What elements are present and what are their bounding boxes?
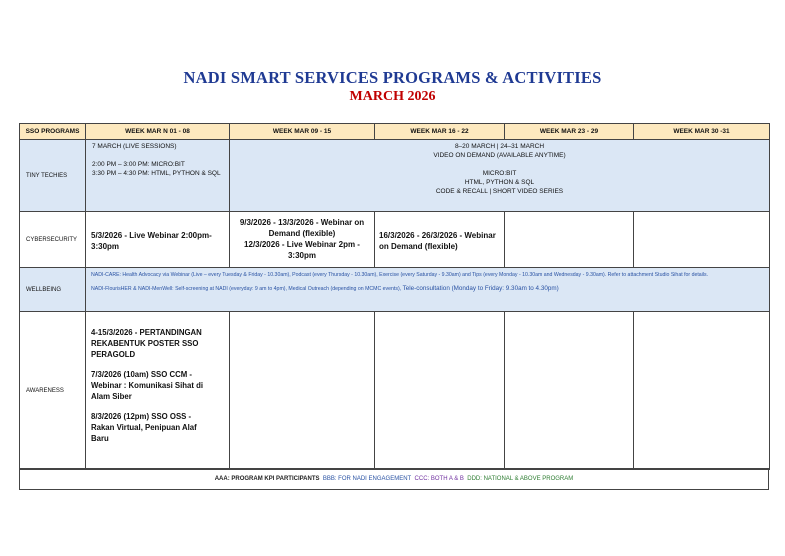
tt-microbit-session: 2:00 PM – 3:00 PM: MICRO:BIT bbox=[92, 161, 185, 168]
awareness-week5 bbox=[634, 312, 770, 470]
col-header-week2: WEEK MAR 09 - 15 bbox=[230, 124, 375, 140]
col-header-programs: SSO PROGRAMS bbox=[20, 124, 86, 140]
wellbeing-nadi-care: NADI-CARE: Health Advocacy via Webinar (Live – every Tuesday & Friday - 10.30am), Podcast (every Thursday - 10.30am), Exercise (every Saturday - 9.30am) and Tips (every Monday - 10.30am and Wednesday - 9.30am). Refer to attachment Studio Sihat for details. bbox=[91, 272, 709, 278]
program-table bbox=[19, 123, 770, 470]
tt-live-heading: 7 MARCH (LIVE SESSIONS) bbox=[92, 143, 177, 150]
legend-ddd: DDD: NATIONAL & ABOVE PROGRAM bbox=[467, 476, 574, 482]
legend-bar bbox=[19, 468, 769, 490]
col-header-week1: WEEK MAR N 01 - 08 bbox=[86, 124, 230, 140]
legend-bbb: BBB: FOR NADI ENGAGEMENT bbox=[322, 476, 412, 482]
awareness-week2 bbox=[230, 312, 375, 470]
legend-ccc: CCC: BOTH A & B bbox=[414, 476, 464, 482]
wellbeing-screening: NADI-FlourisHER & NADI-MenWell: Self-screening at NADI (everyday: 9 am to 4pm), Medical Outreach (depending on MCMC events), bbox=[91, 286, 403, 292]
cyber-week2 bbox=[230, 212, 375, 268]
wellbeing-teleconsult: Tele-consultation (Monday to Friday: 9.30am to 4.30pm) bbox=[402, 285, 559, 292]
header-row bbox=[20, 124, 770, 140]
col-header-week3: WEEK MAR 16 - 22 bbox=[375, 124, 505, 140]
col-header-week4: WEEK MAR 23 - 29 bbox=[505, 124, 634, 140]
tt-spacer bbox=[92, 151, 223, 160]
awareness-item: 7/3/2026 (10am) SSO CCM - Webinar : Komunikasi Sihat di Alam Siber bbox=[91, 370, 204, 401]
cyber-week5 bbox=[634, 212, 770, 268]
awareness-item: 4-15/3/2026 - PERTANDINGAN REKABENTUK POSTER SSO PERAGOLD bbox=[91, 328, 202, 359]
row-label-wellbeing: WELLBEING bbox=[20, 268, 86, 312]
row-label-tiny-techies: TINY TECHIES bbox=[20, 140, 86, 212]
row-label-awareness: AWARENESS bbox=[20, 312, 86, 470]
cyber-week3: 16/3/2026 - 26/3/2026 - Webinar on Demand (flexible) bbox=[375, 212, 505, 268]
row-label-cybersecurity: CYBERSECURITY bbox=[20, 212, 86, 268]
legend-aaa: AAA: PROGRAM KPI PARTICIPANTS bbox=[214, 476, 320, 482]
awareness-week1 bbox=[86, 312, 230, 470]
wellbeing-details bbox=[86, 268, 770, 312]
awareness-week3 bbox=[375, 312, 505, 470]
tt-html-session: 3:30 PM – 4:30 PM: HTML, PYTHON & SQL bbox=[92, 170, 221, 177]
cybersecurity-row bbox=[20, 212, 770, 268]
awareness-week4 bbox=[505, 312, 634, 470]
tt-vod-dates: 8–20 MARCH | 24–31 MARCH bbox=[454, 143, 545, 150]
tt-spacer bbox=[234, 160, 765, 169]
awareness-item: 8/3/2026 (12pm) SSO OSS - Rakan Virtual, Penipuan Alaf Baru bbox=[91, 412, 197, 443]
cyber-week1: 5/3/2026 - Live Webinar 2:00pm-3:30pm bbox=[86, 212, 230, 268]
page-subtitle: MARCH 2026 bbox=[349, 89, 436, 104]
wellbeing-flourisher bbox=[91, 285, 764, 293]
tt-vod-series: CODE & RECALL | SHORT VIDEO SERIES bbox=[435, 188, 564, 195]
aw-spacer bbox=[91, 360, 211, 369]
cyber-week4 bbox=[505, 212, 634, 268]
tt-vod-label: VIDEO ON DEMAND (AVAILABLE ANYTIME) bbox=[433, 152, 566, 159]
col-header-week5: WEEK MAR 30 -31 bbox=[634, 124, 770, 140]
cyber-week2-live: 12/3/2026 - Live Webinar 2pm - 3:30pm bbox=[244, 240, 360, 260]
tiny-techies-row bbox=[20, 140, 770, 212]
tiny-techies-vod bbox=[230, 140, 770, 212]
tiny-techies-week1 bbox=[86, 140, 230, 212]
aw-spacer bbox=[91, 402, 211, 411]
tt-vod-microbit: MICRO:BIT bbox=[482, 170, 517, 177]
wellbeing-row bbox=[20, 268, 770, 312]
cyber-week2-vod: 9/3/2026 - 13/3/2026 - Webinar on Demand (flexible) bbox=[239, 218, 365, 238]
tt-vod-html: HTML, PYTHON & SQL bbox=[464, 179, 535, 186]
awareness-row bbox=[20, 312, 770, 470]
page-title: NADI SMART SERVICES PROGRAMS & ACTIVITIES bbox=[183, 68, 602, 87]
